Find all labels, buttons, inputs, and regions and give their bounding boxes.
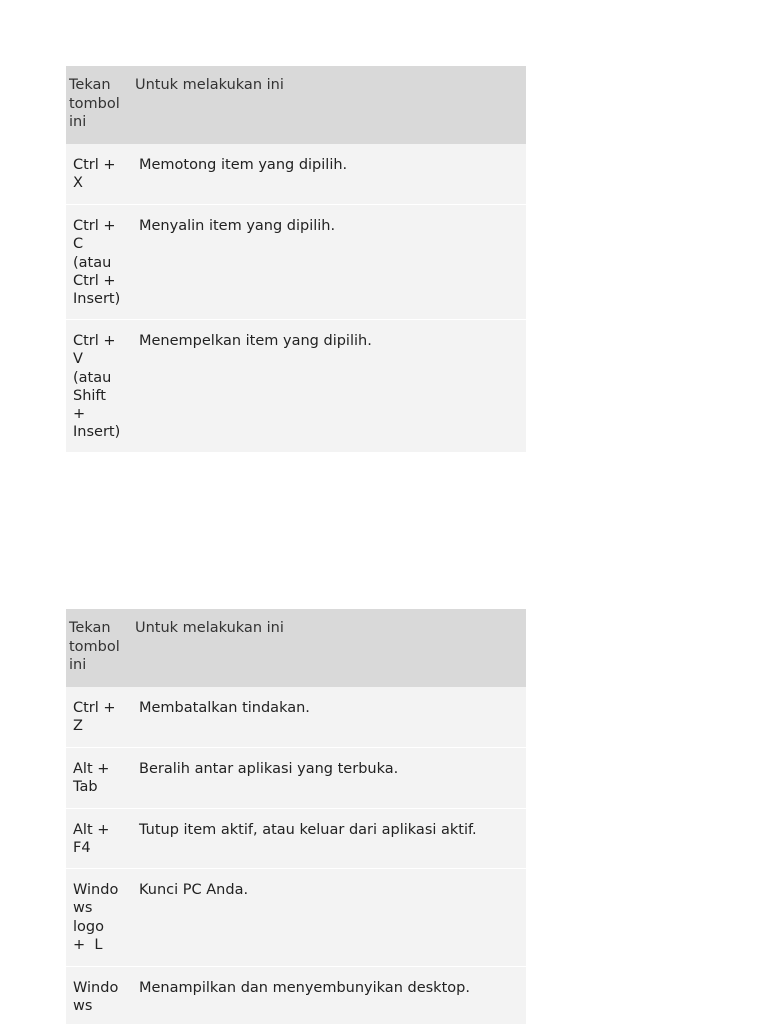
shortcut-description: Kunci PC Anda. <box>139 882 249 898</box>
table-row <box>66 967 526 1024</box>
table-header <box>66 609 526 687</box>
table-row <box>66 687 526 748</box>
shortcut-key: Ctrl + V (atau Shift + Insert) <box>73 333 121 441</box>
shortcut-key: Windo ws <box>73 980 119 1015</box>
shortcut-description: Membatalkan tindakan. <box>139 700 310 716</box>
table-row <box>66 869 526 967</box>
shortcut-key: Ctrl + C (atau Ctrl + Insert) <box>73 218 121 308</box>
shortcut-key: Alt + Tab <box>73 761 110 796</box>
shortcut-table-1 <box>66 66 526 452</box>
shortcut-description: Beralih antar aplikasi yang terbuka. <box>139 761 399 777</box>
header-key-line: ini <box>69 114 87 130</box>
shortcut-table-2 <box>66 609 526 1024</box>
shortcut-description: Menempelkan item yang dipilih. <box>139 333 372 349</box>
shortcut-key: Alt + F4 <box>73 822 110 857</box>
table-row <box>66 320 526 452</box>
header-key-line: tombol <box>69 638 120 655</box>
shortcut-description: Menyalin item yang dipilih. <box>139 218 336 234</box>
table-header <box>66 66 526 144</box>
header-desc-column: Untuk melakukan ini <box>135 77 284 93</box>
header-key-line: ini <box>69 657 87 673</box>
header-key-line: Tekan <box>69 620 111 636</box>
table-row <box>66 809 526 869</box>
shortcut-key: Ctrl + X <box>73 157 116 192</box>
header-key-column <box>66 66 125 144</box>
header-key-line: Tekan <box>69 77 111 93</box>
header-desc-column: Untuk melakukan ini <box>135 620 284 636</box>
header-key-line: tombol <box>69 95 120 112</box>
shortcut-description: Memotong item yang dipilih. <box>139 157 348 173</box>
table-row <box>66 144 526 205</box>
shortcut-key: Ctrl + Z <box>73 700 116 735</box>
shortcut-description: Tutup item aktif, atau keluar dari aplikasi aktif. <box>139 822 477 838</box>
table-row <box>66 205 526 320</box>
header-key-column <box>66 609 125 687</box>
shortcut-key: Windo ws logo + L <box>73 882 119 953</box>
table-row <box>66 748 526 809</box>
shortcut-description: Menampilkan dan menyembunyikan desktop. <box>139 980 470 996</box>
